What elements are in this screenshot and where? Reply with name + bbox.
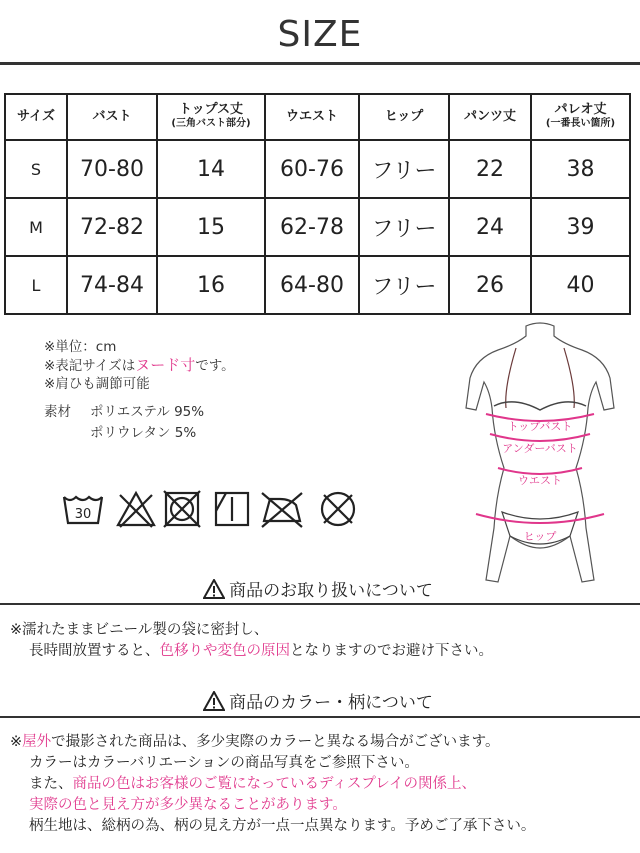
no-tumble-dry-icon bbox=[164, 491, 200, 527]
svg-text:30: 30 bbox=[74, 507, 92, 522]
table-cell: 38 bbox=[531, 140, 630, 198]
material-line: ポリウレタン 5% bbox=[90, 425, 197, 441]
table-cell: 26 bbox=[449, 256, 531, 314]
header-cell: ウエスト bbox=[265, 94, 359, 140]
table-cell: M bbox=[5, 198, 67, 256]
table-cell: フリー bbox=[359, 198, 449, 256]
header-cell: トップス丈 (三角バスト部分) bbox=[157, 94, 265, 140]
table-header-row bbox=[5, 94, 630, 140]
divider bbox=[0, 603, 640, 605]
under-bust-label: アンダーバスト bbox=[502, 442, 578, 455]
unit-note: ※単位：cm bbox=[44, 339, 117, 355]
waist-label: ウエスト bbox=[518, 474, 562, 487]
table-row bbox=[5, 198, 630, 256]
page-title: SIZE bbox=[277, 14, 363, 55]
material-label: 素材 bbox=[44, 404, 71, 420]
table-cell: 22 bbox=[449, 140, 531, 198]
table-cell: S bbox=[5, 140, 67, 198]
table-cell: 60-76 bbox=[265, 140, 359, 198]
table-row bbox=[5, 140, 630, 198]
table-cell: 15 bbox=[157, 198, 265, 256]
divider bbox=[0, 716, 640, 718]
table-cell: 40 bbox=[531, 256, 630, 314]
nude-size-note: ※表記サイズはヌード寸です。 bbox=[44, 356, 235, 374]
handling-text: ※濡れたままビニール製の袋に密封し、 長時間放置すると、色移りや変色の原因となりますのでお避け下さい。 bbox=[10, 622, 493, 659]
top-bust-label: トップバスト bbox=[507, 420, 573, 433]
table-cell: フリー bbox=[359, 256, 449, 314]
material-line: ポリエステル 95% bbox=[90, 404, 205, 420]
table-cell: 72-82 bbox=[67, 198, 157, 256]
table-cell: 74-84 bbox=[67, 256, 157, 314]
size-notes bbox=[44, 338, 235, 393]
hip-label: ヒップ bbox=[523, 530, 557, 543]
table-cell: フリー bbox=[359, 140, 449, 198]
material-info bbox=[44, 402, 204, 444]
table-cell: 39 bbox=[531, 198, 630, 256]
color-section-title: 商品のカラー・柄について bbox=[18, 688, 618, 713]
header-cell: サイズ bbox=[5, 94, 67, 140]
warning-icon bbox=[203, 579, 225, 599]
no-bleach-icon bbox=[118, 493, 154, 527]
body-figure bbox=[454, 318, 626, 593]
table-cell: 16 bbox=[157, 256, 265, 314]
care-icons bbox=[60, 487, 380, 531]
divider bbox=[0, 62, 640, 65]
table-cell: 24 bbox=[449, 198, 531, 256]
warning-icon bbox=[203, 691, 225, 711]
table-row bbox=[5, 256, 630, 314]
header-cell: パレオ丈 (一番長い箇所) bbox=[531, 94, 630, 140]
table-cell: L bbox=[5, 256, 67, 314]
header-cell: ヒップ bbox=[359, 94, 449, 140]
strap-note: ※肩ひも調節可能 bbox=[44, 376, 150, 392]
drip-dry-icon bbox=[216, 493, 248, 525]
wash-30-icon bbox=[64, 497, 102, 523]
size-table bbox=[4, 93, 631, 315]
table-cell: 62-78 bbox=[265, 198, 359, 256]
handling-section-title: 商品のお取り扱いについて bbox=[18, 576, 618, 601]
no-iron-icon bbox=[262, 493, 302, 527]
header-cell: バスト bbox=[67, 94, 157, 140]
color-text: ※屋外で撮影された商品は、多少実際のカラーと異なる場合がございます。 カラーはカラーバリエーションの商品写真をご参照下さい。 また、商品の色はお客様のご覧になっているディスプレイの関係上、 実際の色と見え方が多少異なることがあります。 柄生地は、総柄の為、柄の見え方が一点一点異なります。予めご了承下さい。 bbox=[10, 734, 536, 834]
table-cell: 64-80 bbox=[265, 256, 359, 314]
table-cell: 70-80 bbox=[67, 140, 157, 198]
table-cell: 14 bbox=[157, 140, 265, 198]
header-cell: パンツ丈 bbox=[449, 94, 531, 140]
no-dry-clean-icon bbox=[322, 493, 354, 525]
